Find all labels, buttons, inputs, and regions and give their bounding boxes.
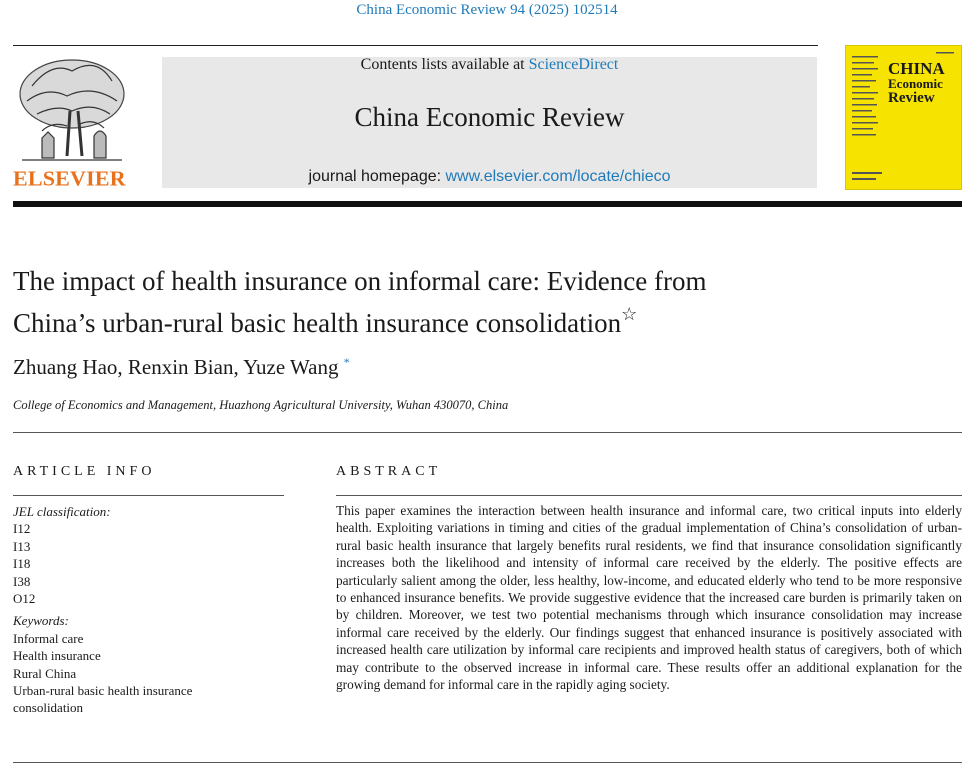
author-list — [13, 355, 350, 380]
corresponding-author-mark[interactable]: * — [343, 355, 350, 369]
keyword: Urban-rural basic health insurance — [13, 683, 193, 699]
cover-line-2: Economic — [888, 76, 943, 91]
header-top-rule — [13, 45, 818, 46]
article-title-line-2-text: China’s urban-rural basic health insurance consolidation — [13, 308, 622, 338]
homepage-prefix: journal homepage: — [308, 168, 446, 185]
journal-homepage-link[interactable]: www.elsevier.com/locate/chieco — [445, 168, 671, 185]
header-thick-rule — [13, 201, 962, 207]
contents-availability-line — [162, 56, 817, 74]
keyword: Informal care — [13, 630, 84, 646]
jel-code: I13 — [13, 538, 31, 554]
jel-code: I38 — [13, 573, 31, 589]
elsevier-wordmark: ELSEVIER — [13, 166, 126, 191]
article-title-line-2 — [13, 299, 913, 341]
section-divider — [13, 432, 962, 433]
abstract-heading: ABSTRACT — [336, 464, 442, 479]
jel-code: O12 — [13, 591, 36, 607]
author-names[interactable]: Zhuang Hao, Renxin Bian, Yuze Wang — [13, 355, 339, 379]
article-title-line-1: The impact of health insurance on informal care: Evidence from — [13, 266, 707, 296]
keywords-label: Keywords: — [13, 613, 69, 629]
abstract-rule — [336, 495, 962, 496]
sciencedirect-link[interactable]: ScienceDirect — [528, 56, 619, 73]
cover-line-3: Review — [888, 90, 935, 106]
article-info-heading: ARTICLE INFO — [13, 464, 156, 479]
jel-code: I12 — [13, 521, 31, 537]
keyword: consolidation — [13, 700, 84, 716]
keyword: Rural China — [13, 665, 77, 681]
article-info-rule — [13, 495, 284, 496]
journal-reference-link[interactable]: China Economic Review 94 (2025) 102514 — [356, 2, 618, 18]
cover-title — [888, 61, 945, 106]
journal-title: China Economic Review — [354, 102, 625, 132]
article-info-panel — [13, 503, 284, 717]
cover-line-1: CHINA — [888, 59, 945, 78]
journal-homepage-line — [162, 168, 817, 186]
title-footnote-star-icon[interactable]: ☆ — [621, 304, 638, 324]
journal-cover-image[interactable] — [845, 45, 962, 190]
keyword: Health insurance — [13, 648, 101, 664]
author-affiliation: College of Economics and Management, Huazhong Agricultural University, Wuhan 430070, China — [13, 398, 509, 412]
contents-prefix: Contents lists available at — [360, 56, 529, 73]
abstract-text: This paper examines the interaction between health insurance and informal care, two critical inputs into elderly health. Exploiting variations in timing and cities of the gradual implementation of China’s consolidation of urban-rural basic health insurance that largely benefits rural residents, we find that insurance consolidation significantly increases both the likelihood and intensity of informal care received by the elderly. The positive effects are particularly salient among the older, less healthy, low-income, and educated elderly who tend to be more responsive to enhanced insurance benefits. We provide suggestive evidence that the increased care burden is primarily taken on by children. Moreover, we test two potential mechanisms through which insurance consolidation may increase informal care received by the elderly. Our findings suggest that enhanced insurance is positively associated with increased health care utilization by informal care recipients and improved health status of caregivers, both of which may contribute to the observed increase in informal care. These results offer an additional explanation for the growing demand for informal care in the rapidly aging society. — [336, 503, 962, 693]
bottom-rule — [13, 762, 962, 763]
article-title — [13, 264, 913, 341]
jel-code: I18 — [13, 556, 31, 572]
jel-classification-label: JEL classification: — [13, 504, 111, 519]
